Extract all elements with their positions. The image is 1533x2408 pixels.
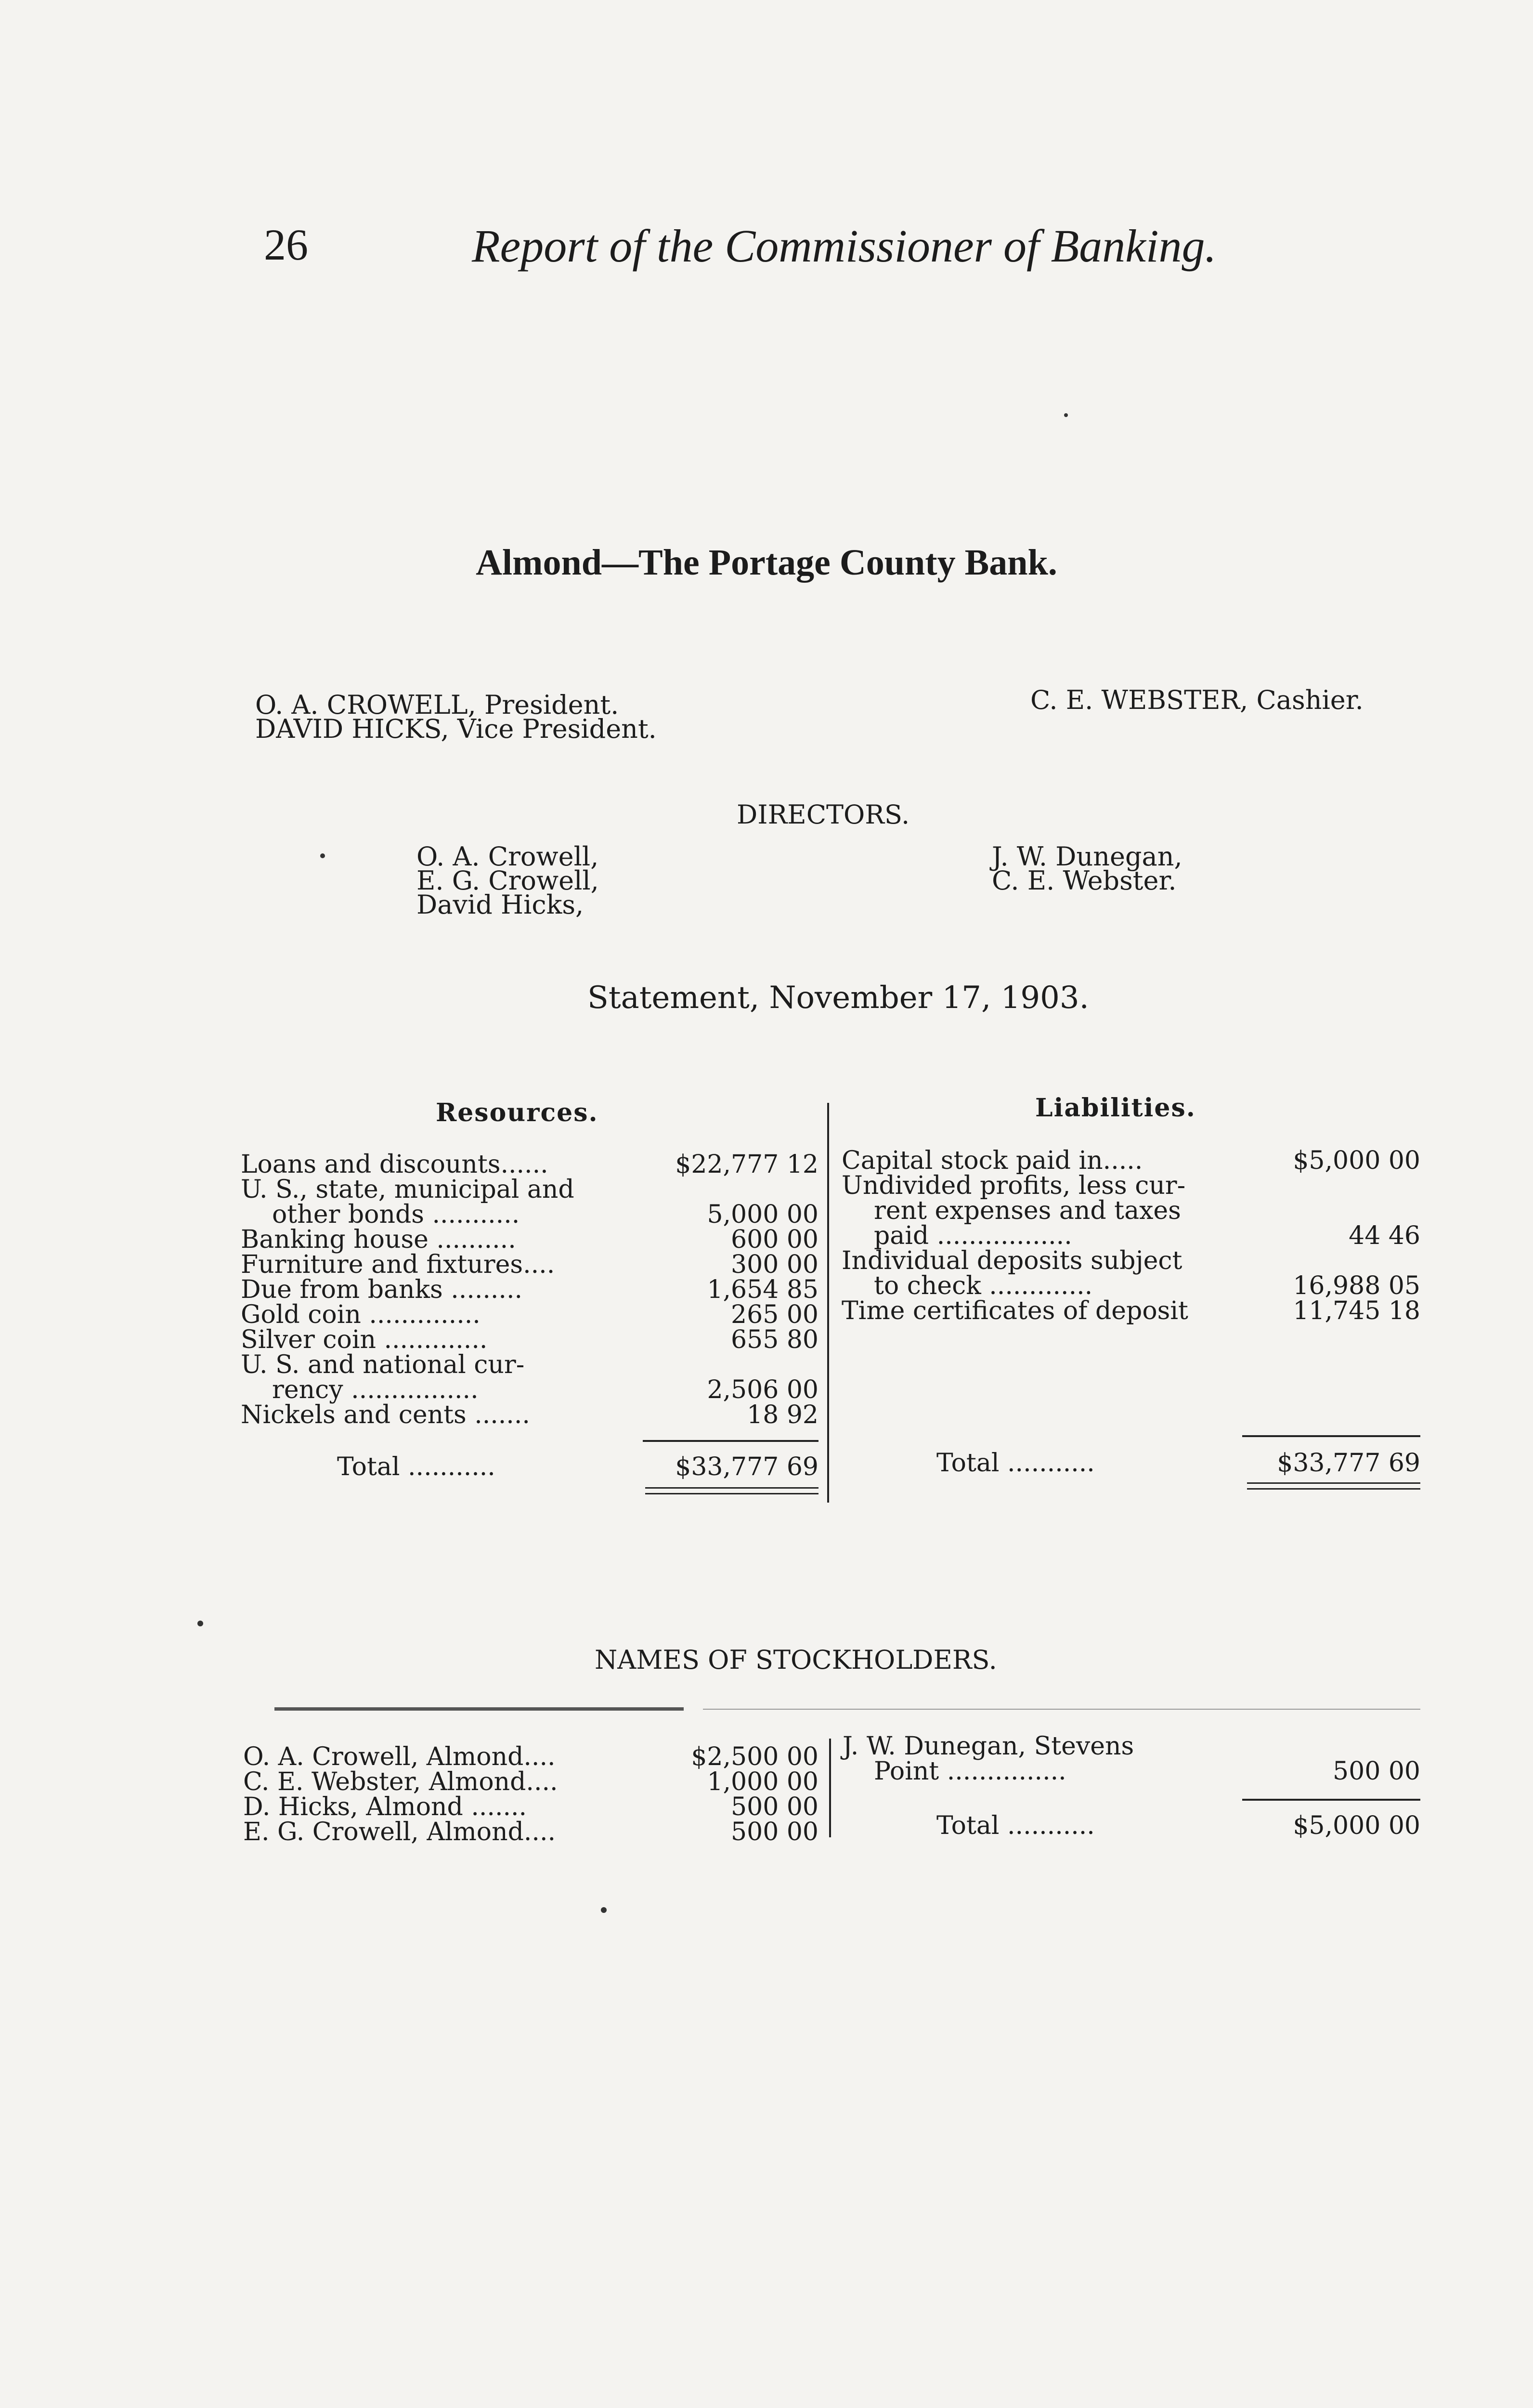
statement-resources-label: U. S., state, municipal and [241,1175,574,1204]
stockholder-value: 1,000 00 [707,1767,818,1796]
stockholders-total-label: Total ........... [936,1811,1095,1840]
statement-resources-value: 300 00 [731,1250,818,1279]
stockholders-total-rule [1242,1799,1420,1801]
bank-title-text: Almond—The Portage County Bank. [476,542,1057,583]
page-number: 26 [264,220,308,269]
director-left-2: E. G. Crowell, [416,865,599,896]
statement-liabilities-value: 16,988 05 [1293,1271,1420,1300]
statement-liabilities-value: 11,745 18 [1293,1296,1420,1325]
stockholders-right-label: Point ............... [874,1757,1066,1786]
statement-resources-label: Gold coin .............. [241,1300,481,1329]
stockholders-heading: NAMES OF STOCKHOLDERS. [595,1645,997,1675]
statement-resources-label: other bonds ........... [272,1200,520,1229]
statement-resources-label: U. S. and national cur- [241,1350,525,1379]
stockholders-total-value: $5,000 00 [1293,1811,1420,1840]
print-speck [320,853,325,858]
liabilities-total-value: $33,777 69 [1277,1449,1420,1478]
print-speck [197,1621,203,1626]
officer-president: O. A. CROWELL, President. [255,690,619,720]
resources-heading: Resources. [436,1098,598,1127]
stockholder-value: 500 00 [731,1793,818,1821]
directors-heading: DIRECTORS. [737,799,910,830]
liabilities-double-rule-bottom [1247,1488,1420,1490]
statement-resources-label: Due from banks ......... [241,1275,522,1304]
statement-resources-label: Loans and discounts...... [241,1150,548,1179]
resources-total-value: $33,777 69 [675,1453,818,1481]
statement-resources-label: rency ................ [272,1375,479,1404]
liabilities-total-rule [1242,1435,1420,1437]
statement-resources-value: 18 92 [747,1400,818,1429]
statement-liabilities-label: Undivided profits, less cur- [842,1171,1186,1200]
stockholder-name: D. Hicks, Almond ....... [243,1793,527,1821]
director-right-1: J. W. Dunegan, [992,841,1182,872]
stockholders-faint-rule [703,1709,1420,1710]
resources-total-rule [643,1440,818,1442]
statement-liabilities-label: to check ............. [874,1271,1093,1300]
statement-liabilities-value: $5,000 00 [1293,1146,1420,1175]
running-title: Report of the Commissioner of Banking. [472,220,1217,272]
statement-resources-label: Furniture and fixtures.... [241,1250,555,1279]
liabilities-heading: Liabilities. [1035,1093,1196,1123]
resources-double-rule-top [645,1487,818,1489]
statement-date: Statement, November 17, 1903. [587,980,1089,1016]
liabilities-total-label: Total ........... [936,1449,1095,1478]
stockholders-right-value: 500 00 [1333,1757,1420,1786]
statement-liabilities-label: rent expenses and taxes [874,1196,1181,1225]
resources-double-rule-bottom [645,1493,818,1494]
director-left-1: O. A. Crowell, [416,841,599,872]
stockholders-divider [829,1739,831,1837]
statement-resources-value: 5,000 00 [707,1200,818,1229]
liabilities-double-rule-top [1247,1482,1420,1484]
statement-resources-value: 1,654 85 [707,1275,818,1304]
stockholder-name: O. A. Crowell, Almond.... [243,1742,556,1771]
statement-resources-label: Banking house .......... [241,1225,516,1254]
statement-resources-value: 265 00 [731,1300,818,1329]
statement-liabilities-value: 44 46 [1349,1221,1420,1250]
resources-total-label: Total ........... [337,1453,495,1481]
statement-resources-value: 2,506 00 [707,1375,818,1404]
bank-title [0,542,1533,584]
statement-liabilities-label: Time certificates of deposit [842,1296,1188,1325]
stockholders-smudge-rule [274,1707,684,1711]
statement-liabilities-label: paid ................. [874,1221,1072,1250]
stockholder-value: 500 00 [731,1818,818,1846]
statement-resources-value: $22,777 12 [675,1150,818,1179]
print-speck [1064,413,1068,417]
statement-resources-label: Nickels and cents ....... [241,1400,530,1429]
stockholder-name: C. E. Webster, Almond.... [243,1767,558,1796]
statement-liabilities-label: Individual deposits subject [842,1246,1182,1275]
stockholder-name: E. G. Crowell, Almond.... [243,1818,556,1846]
officer-cashier: C. E. WEBSTER, Cashier. [1030,685,1364,715]
statement-liabilities-label: Capital stock paid in..... [842,1146,1143,1175]
director-left-3: David Hicks, [416,890,584,920]
statement-divider [827,1103,829,1503]
statement-resources-label: Silver coin ............. [241,1325,488,1354]
stockholders-right-label: J. W. Dunegan, Stevens [843,1732,1134,1761]
officer-vice-president: DAVID HICKS, Vice President. [255,714,657,744]
print-speck [601,1907,607,1913]
director-right-2: C. E. Webster. [992,865,1177,896]
stockholder-value: $2,500 00 [691,1742,818,1771]
statement-resources-value: 655 80 [731,1325,818,1354]
statement-resources-value: 600 00 [731,1225,818,1254]
